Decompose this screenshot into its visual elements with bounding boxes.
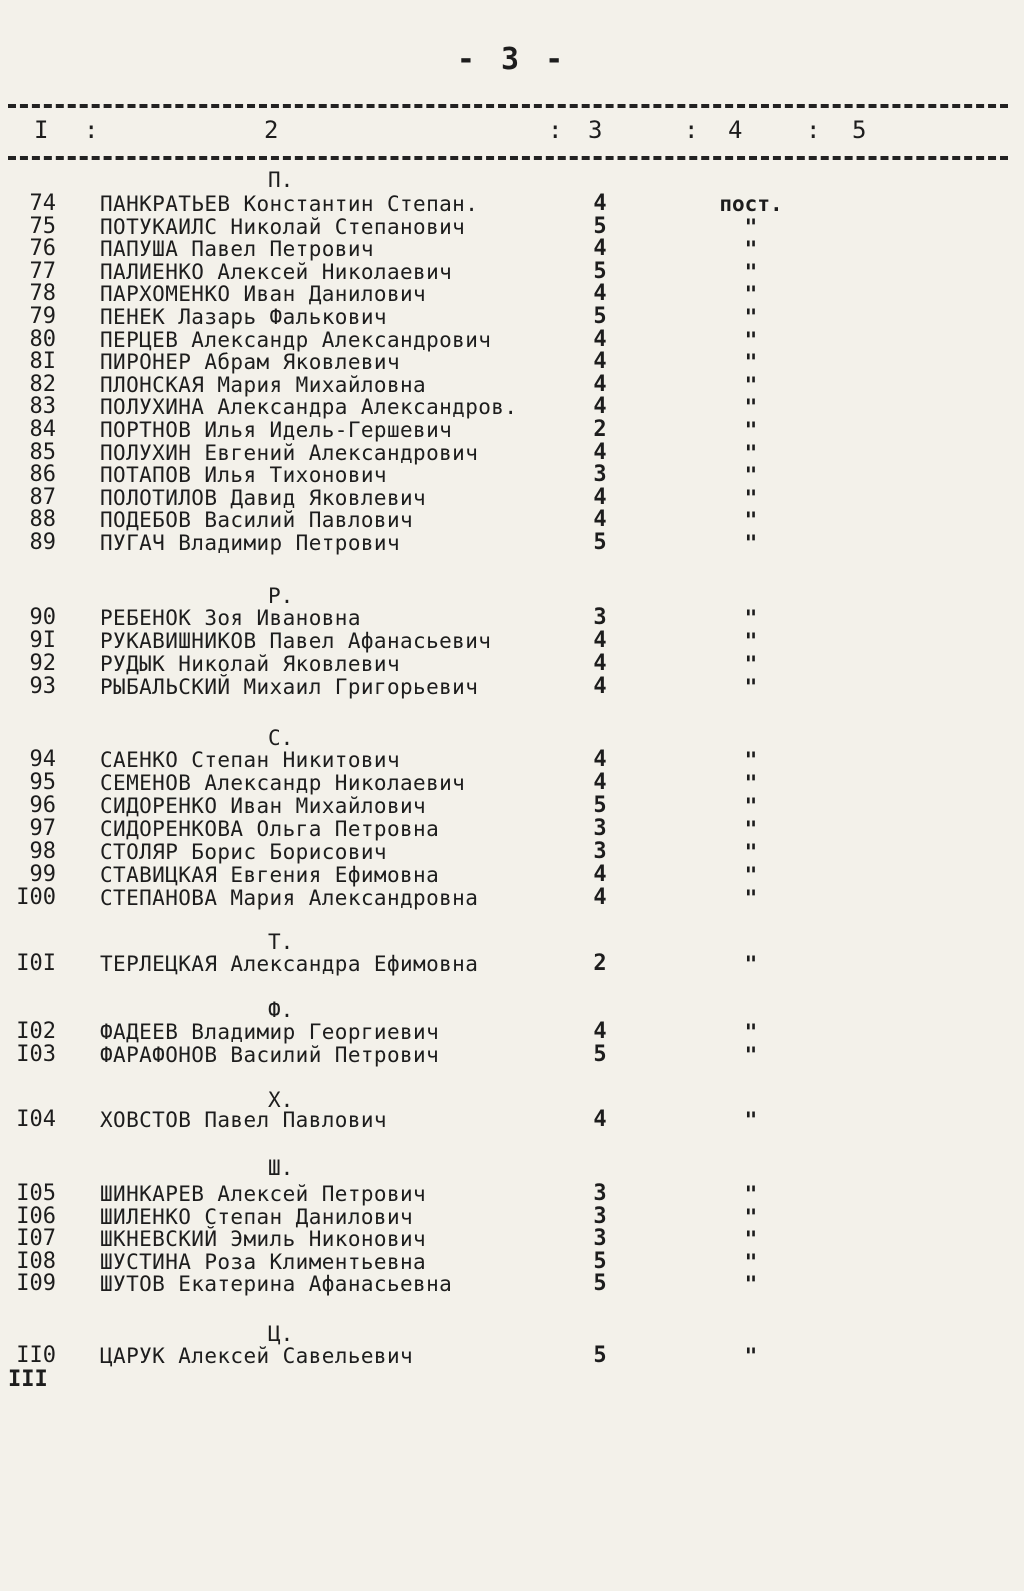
roster-row [0, 1108, 1024, 1132]
row-number: 84 [29, 417, 56, 442]
roster-row [0, 863, 1024, 887]
row-number: II0 [16, 1343, 56, 1368]
roster-row [0, 531, 1024, 555]
grade-value: 4 [593, 1019, 607, 1044]
grade-value: 4 [593, 371, 607, 397]
row-number: 78 [29, 281, 56, 307]
status-value: " [744, 1182, 758, 1206]
grade-value: 4 [593, 191, 607, 216]
grade-value: 2 [593, 417, 607, 442]
person-name: ПУГАЧ Владимир Петрович [100, 531, 400, 555]
row-number: 90 [29, 605, 56, 630]
row-number: I0I [16, 951, 56, 976]
row-number: 75 [29, 213, 56, 239]
roster-row [0, 748, 1024, 772]
column-separator: : [684, 116, 699, 144]
row-number: 74 [29, 191, 56, 216]
person-name: СТАВИЦКАЯ Евгения Ефимовна [100, 863, 440, 887]
row-number: 79 [29, 304, 56, 329]
status-value: " [744, 440, 758, 465]
grade-value: 5 [593, 1042, 607, 1067]
status-value: " [744, 817, 758, 841]
header-rule-top [8, 104, 1008, 108]
roster-row [0, 237, 1024, 261]
roster-row [0, 1043, 1024, 1067]
status-value: " [744, 259, 758, 284]
row-number: I03 [16, 1042, 56, 1067]
roster-row [0, 395, 1024, 419]
person-name: ПОЛУХИН Евгений Александрович [100, 440, 479, 465]
row-number: 92 [29, 651, 56, 676]
status-value: " [744, 748, 758, 772]
grade-value: 4 [593, 349, 607, 375]
person-name: РУДЫК Николай Яковлевич [100, 652, 400, 676]
status-value: " [744, 1344, 758, 1368]
status-value: " [744, 771, 758, 795]
row-number: 93 [29, 674, 56, 699]
person-name: ПОТУКАИЛС Николай Степанович [100, 214, 466, 239]
row-number: 9I [29, 628, 56, 653]
status-value: " [744, 463, 758, 488]
status-value: " [744, 395, 758, 420]
status-value: пост. [719, 192, 783, 216]
person-name: ПЕНЕК Лазарь Фалькович [100, 305, 387, 329]
person-name: ФАДЕЕВ Владимир Георгиевич [100, 1020, 440, 1044]
grade-value: 4 [593, 439, 607, 465]
status-value: " [744, 794, 758, 818]
grade-value: 5 [593, 530, 607, 555]
grade-value: 5 [593, 793, 607, 818]
roster-row [0, 952, 1024, 976]
grade-value: 5 [593, 304, 607, 329]
status-value: " [744, 1249, 758, 1274]
row-number: I04 [16, 1107, 56, 1132]
row-number: 85 [29, 439, 56, 465]
roster-row [0, 192, 1024, 216]
status-value: " [744, 606, 758, 630]
row-number: 98 [29, 839, 56, 864]
status-value: " [744, 1204, 758, 1229]
roster-row [0, 840, 1024, 864]
column-separator: : [806, 116, 821, 144]
person-name: ШУТОВ Екатерина Афанасьевна [100, 1272, 453, 1296]
page-number: - 3 - [456, 42, 568, 77]
person-name: ПОЛОТИЛОВ Давид Яковлевич [100, 485, 427, 510]
row-number: 83 [29, 394, 56, 420]
person-name: ХОВСТОВ Павел Павлович [100, 1108, 387, 1132]
row-number: 89 [29, 530, 56, 555]
trailing-mark: III [8, 1367, 48, 1392]
row-number: I08 [16, 1248, 56, 1274]
person-name: ТЕРЛЕЦКАЯ Александра Ефимовна [100, 952, 479, 976]
roster-row [0, 260, 1024, 284]
person-name: ЦАРУК Алексей Савельевич [100, 1344, 414, 1368]
person-name: СИДОРЕНКОВА Ольга Петровна [100, 817, 440, 841]
status-value: " [744, 863, 758, 887]
roster-row [0, 652, 1024, 676]
roster-row [0, 1272, 1024, 1296]
person-name: ПОДЕБОВ Василий Павлович [100, 508, 414, 533]
row-number: 86 [29, 462, 56, 488]
section-letter: Х. [268, 1088, 294, 1112]
status-value: " [744, 1227, 758, 1251]
roster-row [0, 794, 1024, 818]
row-number: I05 [16, 1181, 56, 1206]
roster-row [0, 508, 1024, 532]
grade-value: 4 [593, 1107, 607, 1132]
status-value: " [744, 237, 758, 262]
status-value: " [744, 508, 758, 533]
person-name: СТОЛЯР Борис Борисович [100, 840, 387, 864]
person-name: ПАРХОМЕНКО Иван Данилович [100, 282, 427, 307]
grade-value: 4 [593, 484, 607, 510]
status-value: " [744, 214, 758, 239]
roster-row [0, 305, 1024, 329]
person-name: ШУСТИНА Роза Климентьевна [100, 1249, 427, 1274]
status-value: " [744, 327, 758, 352]
section-letter: Р. [268, 584, 294, 608]
column-header-1: I [34, 116, 49, 144]
roster-row [0, 441, 1024, 465]
section-letter: Ш. [268, 1156, 294, 1180]
row-number: 77 [29, 258, 56, 284]
grade-value: 3 [593, 816, 607, 841]
row-number: 96 [29, 793, 56, 818]
person-name: ФАРАФОНОВ Василий Петрович [100, 1043, 440, 1067]
grade-value: 3 [593, 605, 607, 630]
grade-value: 4 [593, 770, 607, 795]
roster-row [0, 1205, 1024, 1229]
grade-value: 5 [593, 213, 607, 239]
grade-value: 4 [593, 281, 607, 307]
row-number: 97 [29, 816, 56, 841]
person-name: ШИНКАРЕВ Алексей Петрович [100, 1182, 427, 1206]
person-name: СТЕПАНОВА Мария Александровна [100, 886, 479, 910]
column-separator: : [84, 116, 99, 144]
status-value: " [744, 629, 758, 653]
grade-value: 4 [593, 885, 607, 910]
roster-row [0, 771, 1024, 795]
column-separator: : [548, 116, 563, 144]
row-number: 87 [29, 484, 56, 510]
roster-row [0, 675, 1024, 699]
person-name: ШИЛЕНКО Степан Данилович [100, 1204, 414, 1229]
grade-value: 4 [593, 674, 607, 699]
person-name: ПЛОНСКАЯ Мария Михайловна [100, 372, 427, 397]
roster-row [0, 606, 1024, 630]
person-name: СЕМЕНОВ Александр Николаевич [100, 771, 466, 795]
status-value: " [744, 372, 758, 397]
status-value: " [744, 1020, 758, 1044]
grade-value: 4 [593, 862, 607, 887]
roster-row [0, 886, 1024, 910]
roster-row [0, 817, 1024, 841]
grade-value: 3 [593, 1181, 607, 1206]
roster-row [0, 1227, 1024, 1251]
status-value: " [744, 282, 758, 307]
roster-row [0, 463, 1024, 487]
person-name: ПОТАПОВ Илья Тихонович [100, 463, 387, 488]
roster-row [0, 418, 1024, 442]
row-number: 99 [29, 862, 56, 887]
section-letter: Ф. [268, 998, 294, 1022]
row-number: 82 [29, 371, 56, 397]
column-header-3: 3 [588, 116, 603, 144]
row-number: I07 [16, 1226, 56, 1251]
grade-value: 5 [593, 1343, 607, 1368]
roster-row [0, 629, 1024, 653]
grade-value: 3 [593, 1226, 607, 1251]
section-letter: Т. [268, 930, 294, 954]
grade-value: 3 [593, 1203, 607, 1229]
status-value: " [744, 485, 758, 510]
person-name: ПЕРЦЕВ Александр Александрович [100, 327, 492, 352]
grade-value: 4 [593, 651, 607, 676]
status-value: " [744, 652, 758, 676]
person-name: РЕБЕНОК Зоя Ивановна [100, 606, 361, 630]
row-number: 88 [29, 507, 56, 533]
grade-value: 4 [593, 747, 607, 772]
person-name: ПОЛУХИНА Александра Александров. [100, 395, 518, 420]
row-number: 94 [29, 747, 56, 772]
roster-row [0, 1182, 1024, 1206]
person-name: ПОРТНОВ Илья Идель-Гершевич [100, 418, 453, 442]
row-number: I06 [16, 1203, 56, 1229]
roster-row [0, 1020, 1024, 1044]
status-value: " [744, 418, 758, 442]
person-name: РЫБАЛЬСКИЙ Михаил Григорьевич [100, 675, 479, 699]
person-name: ПАПУША Павел Петрович [100, 237, 374, 262]
status-value: " [744, 675, 758, 699]
status-value: " [744, 350, 758, 375]
roster-row [0, 1250, 1024, 1274]
row-number: 76 [29, 236, 56, 262]
status-value: " [744, 1272, 758, 1296]
status-value: " [744, 305, 758, 329]
grade-value: 2 [593, 951, 607, 976]
grade-value: 4 [593, 236, 607, 262]
roster-row [0, 373, 1024, 397]
row-number: I09 [16, 1271, 56, 1296]
roster-row [0, 282, 1024, 306]
status-value: " [744, 840, 758, 864]
person-name: СИДОРЕНКО Иван Михайлович [100, 794, 427, 818]
status-value: " [744, 1108, 758, 1132]
row-number: 80 [29, 326, 56, 352]
status-value: " [744, 1043, 758, 1067]
person-name: ШКНЕВСКИЙ Эмиль Никонович [100, 1227, 427, 1251]
grade-value: 3 [593, 462, 607, 488]
row-number: I00 [16, 885, 56, 910]
section-letter: С. [268, 726, 294, 750]
roster-row [0, 486, 1024, 510]
roster-row [0, 328, 1024, 352]
row-number: 8I [29, 349, 56, 375]
grade-value: 4 [593, 394, 607, 420]
grade-value: 4 [593, 507, 607, 533]
row-number: I02 [16, 1019, 56, 1044]
person-name: САЕНКО Степан Никитович [100, 748, 400, 772]
grade-value: 4 [593, 326, 607, 352]
status-value: " [744, 531, 758, 555]
roster-row [0, 1344, 1024, 1368]
column-header-5: 5 [852, 116, 867, 144]
grade-value: 3 [593, 839, 607, 864]
header-rule-bottom [8, 156, 1008, 160]
grade-value: 5 [593, 258, 607, 284]
grade-value: 5 [593, 1248, 607, 1274]
section-letter: П. [268, 168, 294, 192]
person-name: ПИРОНЕР Абрам Яковлевич [100, 350, 400, 375]
roster-row [0, 350, 1024, 374]
person-name: ПАНКРАТЬЕВ Константин Степан. [100, 192, 479, 216]
column-header-4: 4 [728, 116, 743, 144]
status-value: " [744, 952, 758, 976]
section-letter: Ц. [268, 1322, 294, 1346]
row-number: 95 [29, 770, 56, 795]
grade-value: 4 [593, 628, 607, 653]
person-name: РУКАВИШНИКОВ Павел Афанасьевич [100, 629, 492, 653]
column-header-2: 2 [264, 116, 279, 144]
roster-row [0, 215, 1024, 239]
person-name: ПАЛИЕНКО Алексей Николаевич [100, 259, 453, 284]
grade-value: 5 [593, 1271, 607, 1296]
status-value: " [744, 886, 758, 910]
